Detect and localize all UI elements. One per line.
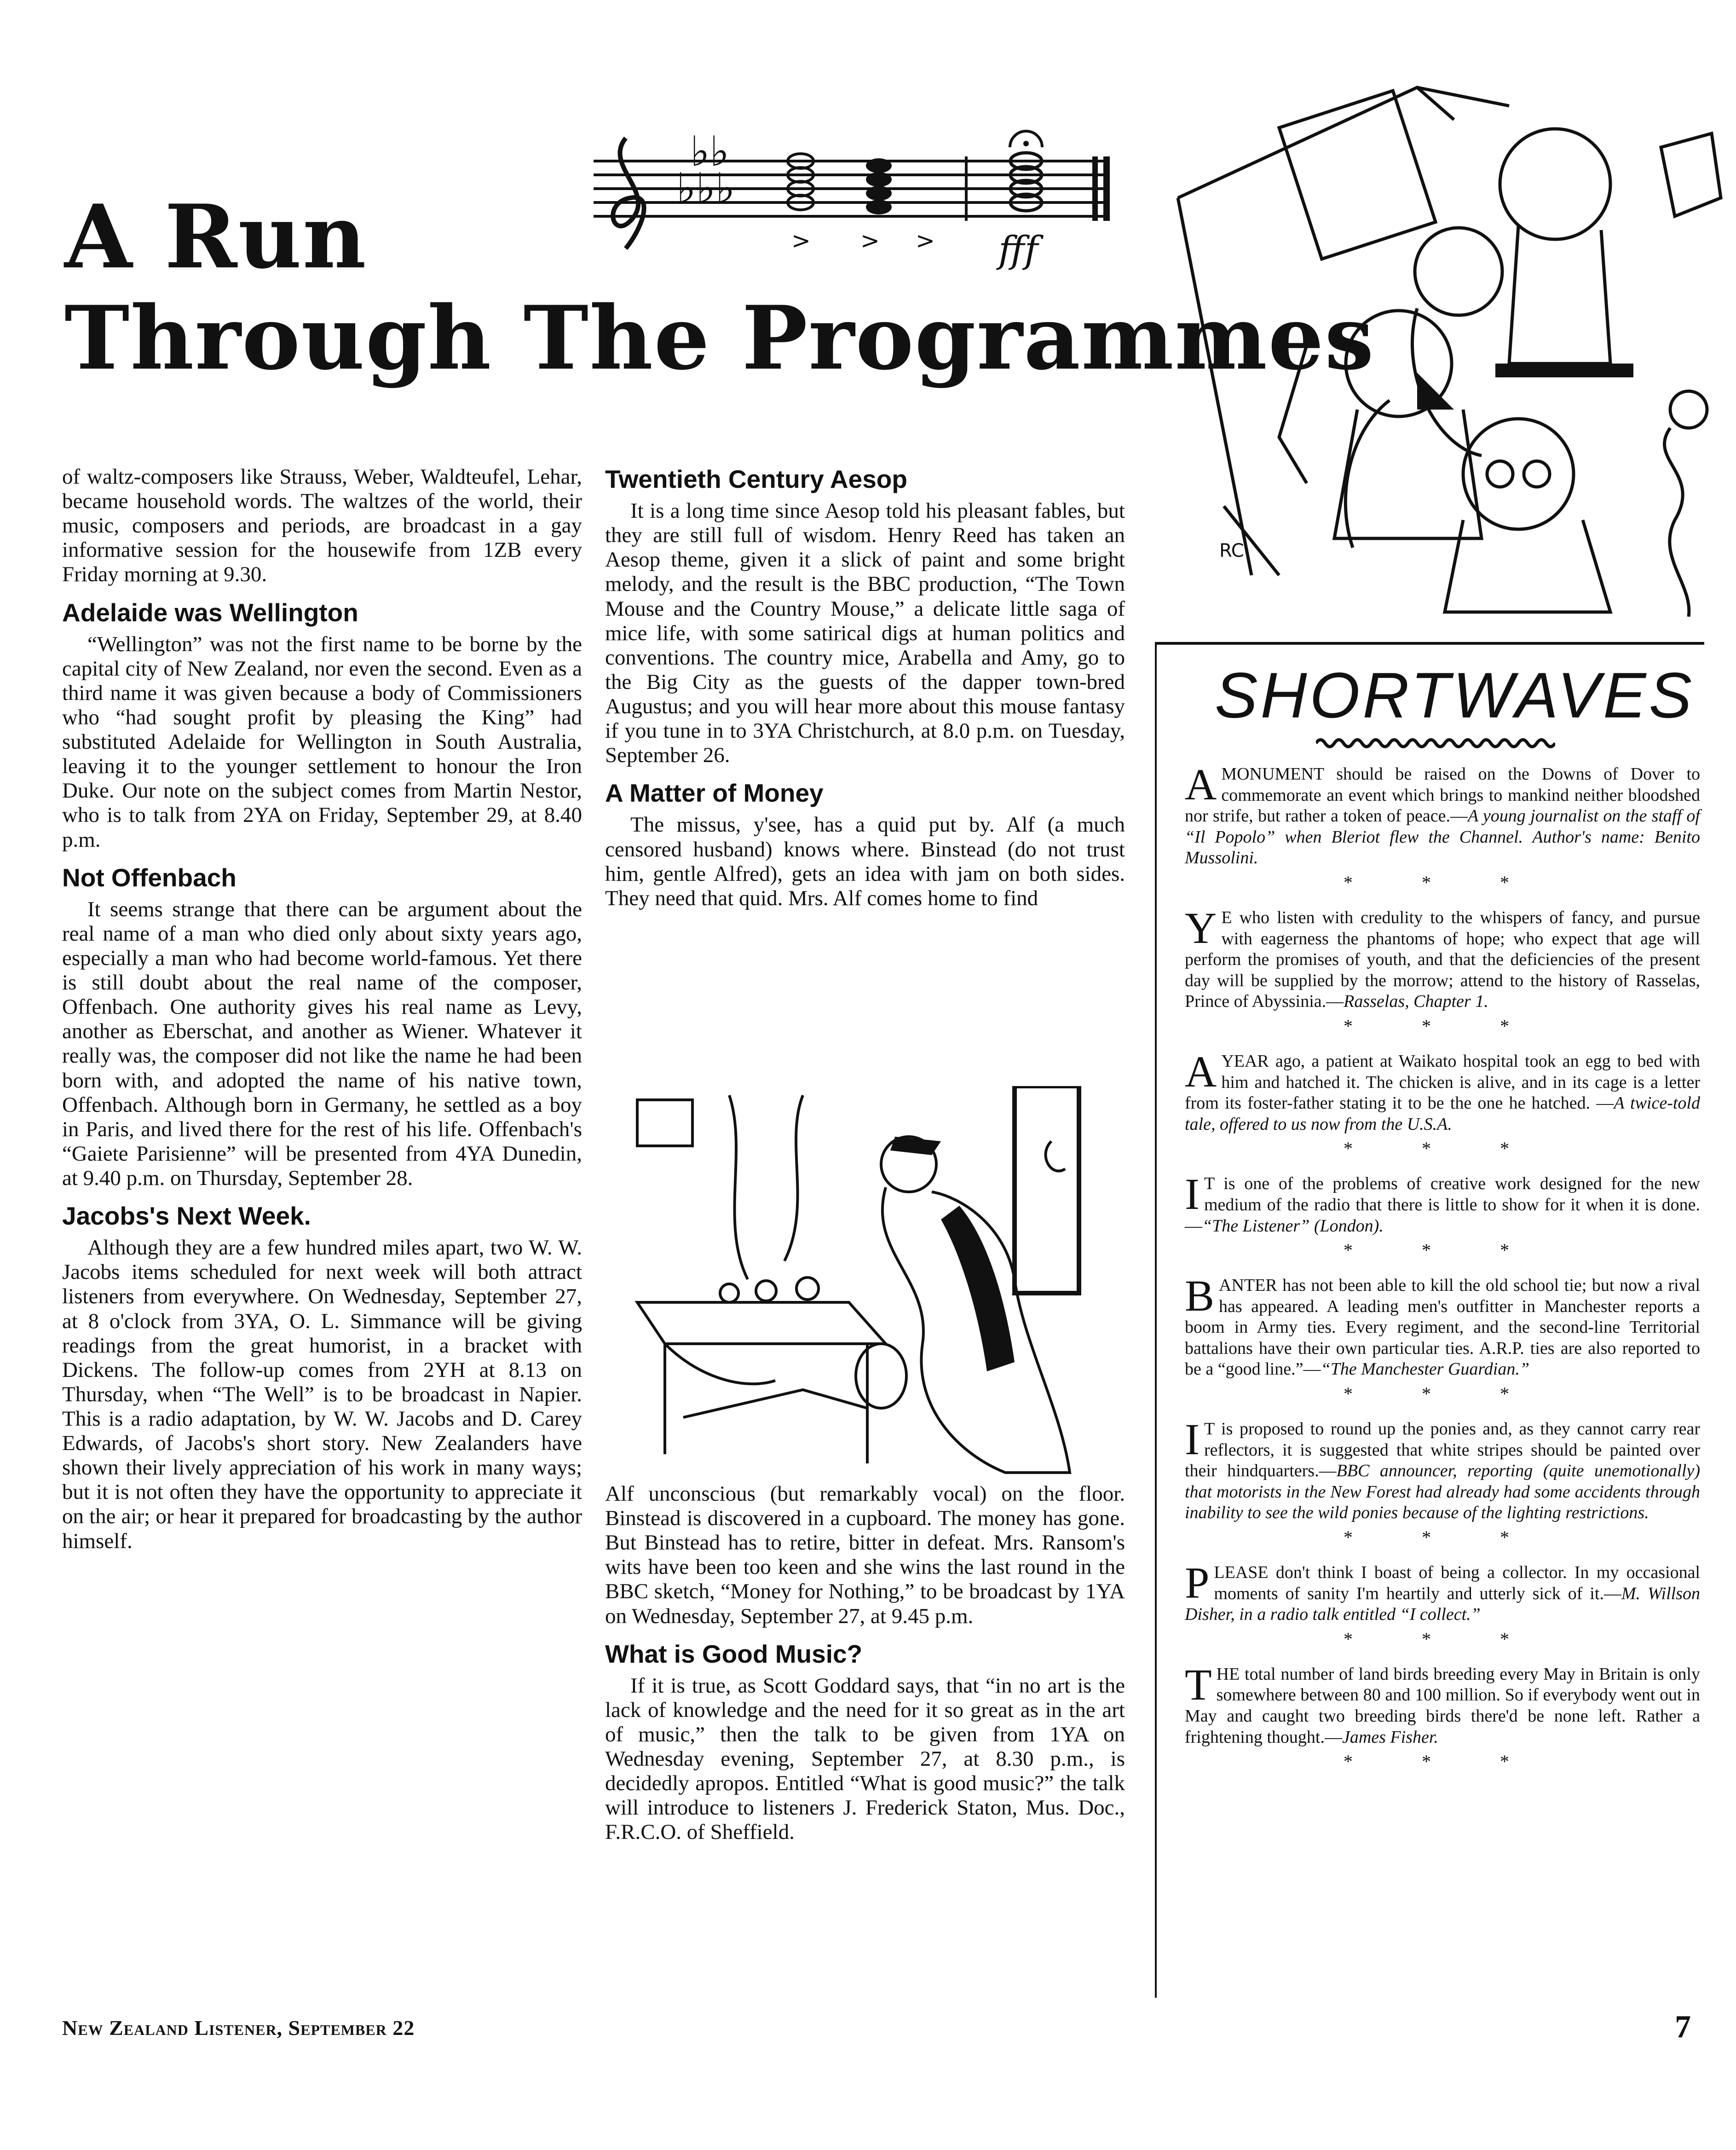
item-lead: MONUMENT [1221, 764, 1324, 784]
drop-cap: T [1185, 1659, 1212, 1709]
star-divider: * * * [1344, 1527, 1541, 1548]
shortwave-item [1185, 1415, 1700, 1524]
star-divider: * * * [1344, 1240, 1541, 1261]
svg-text:>: > [791, 227, 811, 254]
column-middle-bottom [605, 1482, 1125, 1845]
star-divider: * * * [1344, 1751, 1541, 1772]
item-text: who listen with credulity to the whispers of fancy, and pursue with eagerness the phantoms of hope; who expect that age will perform the promises of youth, and that the deficiencies of the present day will be supplied by the morrow; attend to the history of Rasselas, Prince of Abyssinia.— [1185, 907, 1700, 1011]
item-text: don't think I boast of being a collector. In my occasional moments of sanity I'm heartily and utterly sick of it.— [1214, 1563, 1700, 1603]
offenbach-heading: Not Offenbach [62, 863, 236, 892]
goodmusic-paragraph: If it is true, as Scott Goddard says, that “in no art is the lack of knowledge and the need for it so great as in the art of music,” then the talk to be given from 1YA on Wednesday evening, September 27, at 8.30 p.m., is decidedly apropos. Entitled “What is good music?” the talk will introduce to listeners J. Frederick Staton, Mus. Doc., F.R.C.O. of Sheffield. [605, 1673, 1125, 1844]
publication-footer: New Zealand Listener, September 22 [62, 2016, 415, 2040]
item-text: is one of the problems of creative work designed for the new medium of the radio that there is little to show for it when it is done.— [1185, 1174, 1700, 1236]
aesop-paragraph: It is a long time since Aesop told his pleasant fables, but they are still full of wisdom. Henry Reed has taken an Aesop theme, given it a slick of paint and some bright melody, and the result is the BBC production, “The Town Mouse and the Country Mouse,” a delicate little saga of mice life, with some satirical digs at human politics and conventions. The country mice, Arabella and Amy, go to the Big City as the guests of the dapper town-bred Augustus; and you will hear more about this mouse fantasy if you tune in to 3YA Christchurch, at 8.0 p.m. on Tuesday, September 26. [605, 499, 1125, 768]
star-divider: * * * [1344, 1015, 1541, 1036]
money-continued-paragraph: Alf unconscious (but remarkably vocal) on the floor. Binstead is discovered in a cupboard. The money has gone. But Binstead has to retire, bitter in defeat. Mrs. Ransom's wits have been too keen and she wins the last round in the BBC sketch, “Money for Nothing,” to be broadcast by 1YA on Wednesday, September 27, at 9.45 p.m. [605, 1482, 1125, 1628]
svg-text:fff: fff [998, 228, 1038, 271]
item-lead: E [1221, 907, 1232, 927]
item-source: M. Willson Disher, in a radio talk entitled “I collect.” [1185, 1584, 1700, 1624]
adelaide-heading: Adelaide was Wellington [62, 598, 358, 627]
item-text: ago, a patient at Waikato hospital took an egg to bed with him and hatched it. The chicken is alive, and in its cage is a letter from its foster-father stating it to be the one he hatched. — [1185, 1051, 1700, 1113]
star-divider: * * * [1344, 1138, 1541, 1159]
column-left [62, 465, 582, 1554]
svg-text:RC: RC [1219, 540, 1244, 561]
drop-cap: I [1185, 1415, 1200, 1464]
item-lead: ANTER [1219, 1276, 1277, 1295]
item-lead: T [1204, 1419, 1215, 1439]
item-text: should be raised on the Downs of Dover to commemorate an event which brings to mankind neither bloodshed nor strife, but rather a token of peace.— [1185, 764, 1700, 826]
money-for-nothing-cartoon [610, 1086, 1125, 1477]
item-text: has not been able to kill the old school tie; but now a rival has appeared. A leading men's outfitter in Manchester reports a boom in Army ties. Every regiment, and the second-line Territorial battalions have their own particular ties. A.R.P. ties are also reported to be a “good line.”— [1185, 1276, 1700, 1379]
column-middle-top [605, 465, 1125, 911]
shortwave-item [1185, 1271, 1700, 1380]
money-paragraph: The missus, y'see, has a quid put by. Alf (a much censored husband) knows where. Binstead (do not trust him, gentle Alfred), gets an idea with jam on both sides. They need that quid. Mrs. Alf comes home to find [605, 813, 1125, 910]
item-text: total number of land birds breeding every May in Britain is only somewhere between 80 and 100 million. So if everybody went out in May and caught two breeding birds there'd be none left. Rather a frightening thought.— [1185, 1664, 1700, 1747]
adelaide-paragraph: “Wellington” was not the first name to be borne by the capital city of New Zealand, nor even the second. Even as a third name it was given because a body of Commissioners who “had sought profit by pleasing the King” had substituted Adelaide for Wellington in South Australia, leaving it to the younger settlement to honour the Iron Duke. Our note on the subject comes from Martin Nestor, who is to talk from 2YA on Friday, September 29, at 8.40 p.m. [62, 632, 582, 852]
item-lead: YEAR [1221, 1051, 1269, 1071]
jacobs-heading: Jacobs's Next Week. [62, 1202, 311, 1231]
item-text: is proposed to round up the ponies and, as they cannot carry rear reflectors, it is suggested that white stripes should be painted over their hindquarters.— [1185, 1419, 1700, 1481]
item-source: A twice-told tale, offered to us now from the U.S.A. [1185, 1093, 1700, 1134]
drop-cap: Y [1185, 903, 1217, 953]
offenbach-paragraph: It seems strange that there can be argument about the real name of a man who died only about sixty years ago, especially a man who had become world-famous. Yet there is still doubt about the real name of the composer, Offenbach. One authority gives his real name as Levy, another as Eberschat, and another as Wiener. Whatever it really was, the composer did not like the name he had been born with, and adopted the name of his native town, Offenbach. Although born in Germany, he settled as a boy in Paris, and lived there for the rest of his life. Offenbach's “Gaiete Parisienne” will be presented from 4YA Dunedin, at 9.40 p.m. on Thursday, September 28. [62, 897, 582, 1191]
money-heading: A Matter of Money [605, 779, 824, 808]
drop-cap: P [1185, 1558, 1210, 1608]
svg-text:♭♭♭: ♭♭♭ [676, 164, 735, 213]
headline-line2: Through The Programmes [64, 287, 1375, 389]
item-lead: T [1204, 1174, 1215, 1194]
shortwaves-title: SHORTWAVES [1215, 659, 1695, 731]
goodmusic-heading: What is Good Music? [605, 1639, 863, 1668]
shortwave-item [1185, 1558, 1700, 1625]
item-lead: LEASE [1214, 1563, 1269, 1583]
item-source: Rasselas, Chapter 1. [1344, 992, 1488, 1011]
item-lead: HE [1216, 1664, 1240, 1684]
item-source: James Fisher. [1342, 1727, 1438, 1747]
shortwave-item [1185, 1169, 1700, 1237]
shortwave-item [1185, 1659, 1700, 1748]
item-source: A young journalist on the staff of “Il Popolo” when Bleriot flew the Channel. Author's name: Benito Mussolini. [1185, 806, 1700, 868]
jacobs-paragraph: Although they are a few hundred miles apart, two W. W. Jacobs items scheduled for next week will both attract listeners from everywhere. On Wednesday, September 27, at 8 o'clock from 3YA, O. L. Simmance will be giving readings from the great humorist, in a bracket with Dickens. The follow-up comes from 2YH at 8.13 on Thursday, when “The Well” is to be broadcast in Napier. This is a radio adaptation, by W. W. Jacobs and D. Carey Edwards, of Jacobs's short story. New Zealanders have shown their lively appreciation of his work in many ways; but it is not often they have the opportunity to appreciate it on the air; or hear it prepared for broadcasting by the author himself. [62, 1236, 582, 1553]
drop-cap: A [1185, 760, 1217, 809]
star-divider: * * * [1344, 872, 1541, 893]
drop-cap: I [1185, 1169, 1200, 1219]
shortwave-item [1185, 903, 1700, 1012]
item-source: BBC announcer, reporting (quite unemotionally) that motorists in the New Forest had already had some accidents through inability to see the wild ponies because of the lighting restrictions. [1185, 1461, 1700, 1523]
item-source: “The Manchester Guardian.” [1321, 1359, 1529, 1379]
shortwave-item [1185, 760, 1700, 869]
svg-text:♭♭: ♭♭ [690, 127, 729, 176]
waltz-intro-paragraph: of waltz-composers like Strauss, Weber, Waldteufel, Lehar, became household words. The waltzes of the world, their music, composers and periods, are broadcast in a gay informative session for the housewife from 1ZB every Friday morning at 9.30. [62, 465, 582, 587]
radio-personalities-illustration [1159, 78, 1730, 621]
drop-cap: A [1185, 1046, 1217, 1096]
drop-cap: B [1185, 1271, 1215, 1321]
shortwave-item [1185, 1046, 1700, 1135]
aesop-heading: Twentieth Century Aesop [605, 465, 907, 493]
headline-line1: A Run [64, 185, 367, 288]
page-number: 7 [1675, 2009, 1691, 2045]
svg-text:>: > [860, 227, 880, 254]
star-divider: * * * [1344, 1383, 1541, 1404]
svg-text:>: > [916, 227, 935, 254]
shortwaves-column [1185, 760, 1700, 1786]
wavy-divider [1316, 736, 1555, 750]
item-source: “The Listener” (London). [1202, 1216, 1384, 1236]
music-staff-illustration [584, 110, 1118, 285]
star-divider: * * * [1344, 1628, 1541, 1649]
